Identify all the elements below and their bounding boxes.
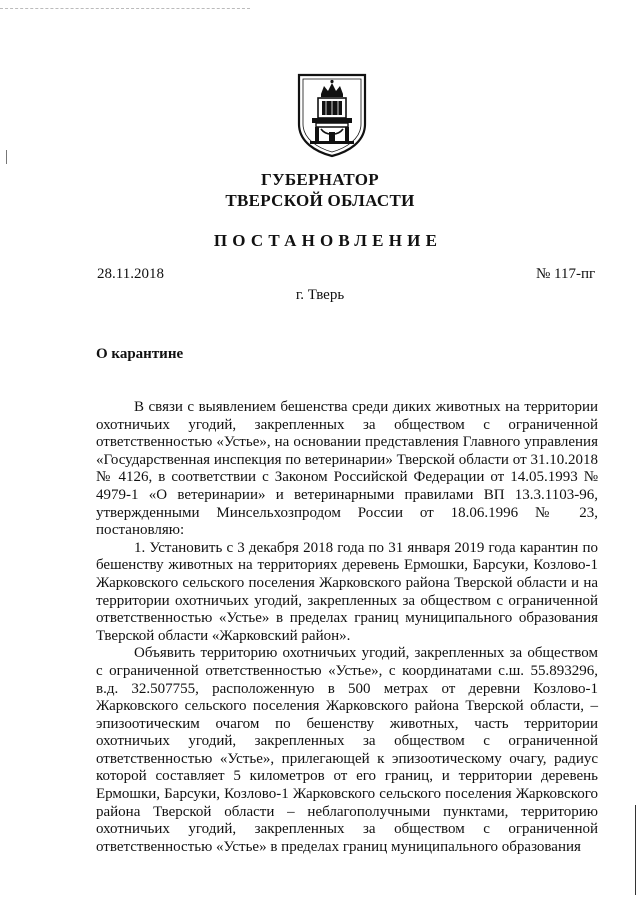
- issuer-title-line2: ТВЕРСКОЙ ОБЛАСТИ: [225, 191, 415, 210]
- scan-artifact-left-mark: [6, 150, 7, 164]
- document-body: [96, 399, 598, 856]
- paragraph-outbreak: Объявить территорию охотничьих угодий, закрепленных за обществом с ограниченной ответственностью «Устье», с координатами с.ш. 55.893296, в.д. 32.507755, расположенную в 500 метрах от деревни Козлово-1 Жарковского сельского поселения Жарковского района Тверской области, – эпизоотическим очагом по бешенству животных, часть территории охотничьих угодий, закрепленных за обществом с ограниченной ответственностью «Устье», прилегающей к эпизоотическому очагу, радиус которой составляет 5 километров от его границ, и территории деревень Ермошки, Барсуки, Козлово-1 Жарковского сельского поселения Жарковского района Тверской области – неблагополучными пунктами, территорию охотничьих угодий, закрепленных за обществом с ограниченной ответственностью «Устье» в пределах границ муниципального образования: [96, 645, 598, 855]
- document-date: 28.11.2018: [97, 266, 164, 282]
- scan-artifact-top-line: [0, 8, 250, 9]
- document-subject: О карантине: [96, 346, 184, 362]
- scan-artifact-right-line: [635, 805, 636, 895]
- paragraph-item-1: 1. Установить с 3 декабря 2018 года по 31 января 2019 года карантин по бешенству животных на территориях деревень Ермошки, Барсуки, Козлово-1 Жарковского сельского поселения Жарковского района Тверской области и на территории охотничьих угодий, закрепленных за обществом с ограниченной ответственностью «Устье» в пределах границ муниципального образования Тверской области «Жарковский район».: [96, 539, 598, 644]
- paragraph-preamble: В связи с выявлением бешенства среди диких животных на территории охотничьих угодий, закрепленных за обществом с ограниченной ответственностью «Устье», на основании представления Главного управления «Государственная инспекция по ветеринарии» Тверской области от 31.10.2018 № 4126, в соответствии с Законом Российской Федерации от 14.05.1993 № 4979-1 «О ветеринарии» и ветеринарными правилами ВП 13.3.1103-96, утвержденными Минсельхозпродом России от 18.06.1996 № 23, постановляю:: [96, 399, 598, 539]
- document-type: ПОСТАНОВЛЕНИЕ: [213, 231, 443, 250]
- tver-coat-of-arms-icon: [296, 72, 368, 158]
- document-city: г. Тверь: [295, 287, 345, 303]
- issuer-title-line1: ГУБЕРНАТОР: [261, 170, 379, 189]
- document-number: № 117-пг: [536, 266, 596, 282]
